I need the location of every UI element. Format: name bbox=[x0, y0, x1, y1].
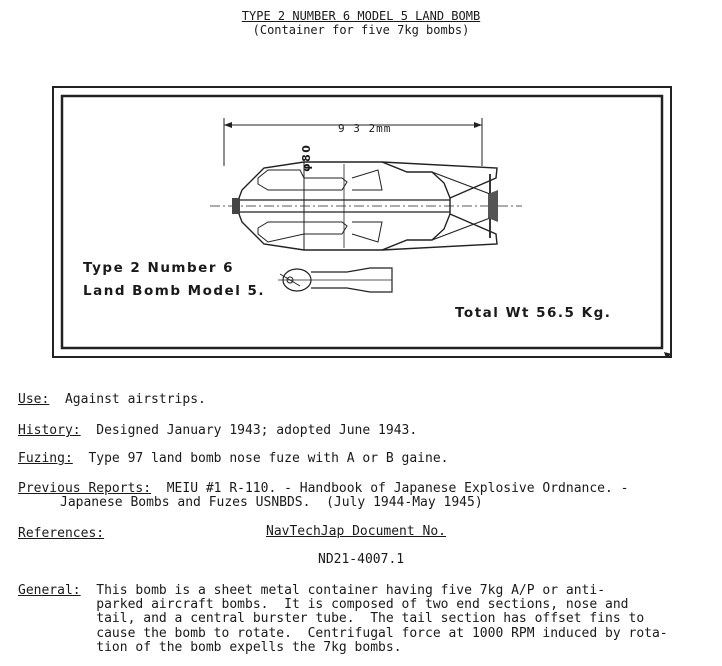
total-weight-label: Total Wt 56.5 Kg. bbox=[455, 305, 612, 321]
history-text: Designed January 1943; adopted June 1943. bbox=[96, 423, 418, 438]
history-label: History: bbox=[18, 423, 81, 438]
figure-label-line-2: Land Bomb Model 5. bbox=[83, 283, 266, 299]
general-line-1: This bomb is a sheet metal container having five 7kg A/P or anti- bbox=[96, 583, 606, 598]
reference-document: NavTechJap Document No. bbox=[266, 524, 447, 539]
general-line-2: parked aircraft bombs. It is composed of two end sections, nose and bbox=[96, 597, 629, 613]
previous-reports-label: Previous Reports: bbox=[18, 481, 152, 496]
diameter-label: φ80 bbox=[300, 143, 313, 172]
references-row bbox=[18, 527, 104, 541]
fuzing-row bbox=[18, 452, 448, 466]
fuzing-text: Type 97 land bomb nose fuze with A or B gaine. bbox=[88, 451, 449, 466]
general-section bbox=[18, 584, 668, 655]
general-line-5: tion of the bomb expells the 7kg bombs. bbox=[96, 639, 402, 655]
use-text: Against airstrips. bbox=[64, 392, 206, 407]
use-label: Use: bbox=[18, 392, 50, 407]
references-label: References: bbox=[18, 526, 105, 541]
history-row bbox=[18, 424, 417, 438]
general-line-3: tail, and a central burster tube. The tail section has offset fins to bbox=[96, 611, 645, 627]
general-line-4: cause the bomb to rotate. Centrifugal force at 1000 RPM induced by rota- bbox=[96, 625, 668, 641]
use-row bbox=[18, 393, 206, 407]
fuzing-label: Fuzing: bbox=[18, 451, 73, 466]
previous-reports-row bbox=[18, 482, 629, 496]
general-label: General: bbox=[18, 583, 81, 598]
document-title bbox=[0, 9, 722, 37]
previous-reports-line-1: MEIU #1 R-110. - Handbook of Japanese Explosive Ordnance. - bbox=[166, 481, 629, 496]
previous-reports-line-2: Japanese Bombs and Fuzes USNBDS. (July 1944-May 1945) bbox=[60, 495, 483, 510]
title-line-1: TYPE 2 NUMBER 6 MODEL 5 LAND BOMB bbox=[241, 9, 481, 23]
reference-number: ND21-4007.1 bbox=[318, 552, 405, 567]
figure-label-line-1: Type 2 Number 6 bbox=[83, 260, 235, 276]
title-line-2: (Container for five 7kg bombs) bbox=[252, 23, 470, 37]
length-dimension: 9 3 2mm bbox=[338, 122, 392, 135]
